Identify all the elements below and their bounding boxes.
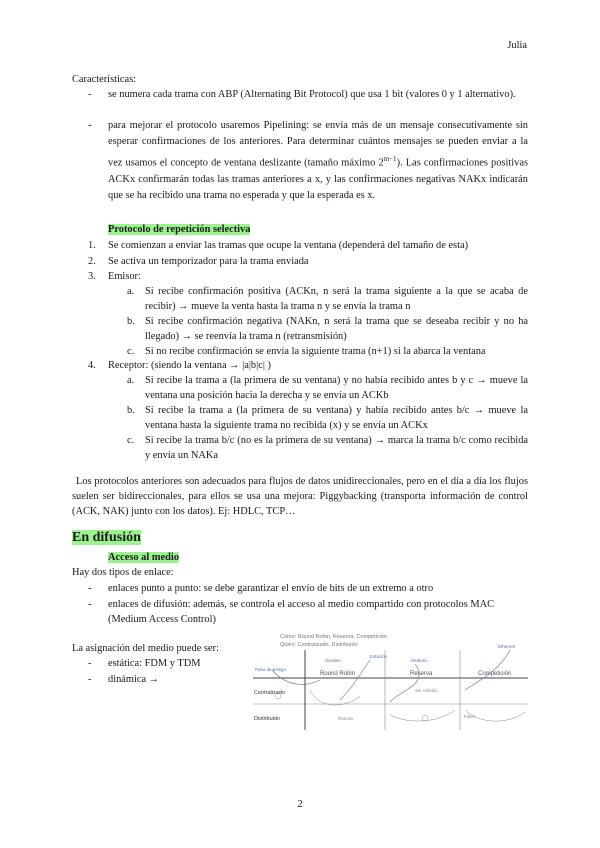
substep-letter: b. <box>127 316 135 327</box>
step-text: Se comienzan a enviar las tramas que ocupe la ventana (dependerá del tamaño de esta) <box>108 240 469 251</box>
enlace-item: enlaces punto a punto: se debe garantizar el envío de bits de un extremo a otro <box>108 583 434 594</box>
diagram-row-label: Centralizado <box>254 690 285 696</box>
substep-letter: a. <box>127 286 135 297</box>
pipelining-text-cont: ). Las confirmaciones positivas ACKx confirmarán todas las tramas anteriores a x, y las confirmaciones negativas NAKx indicarán que se ha recibido una trama no esperada y que la esperada es x. <box>108 157 528 202</box>
diagram-note: Estación <box>370 654 388 659</box>
step-text: Se activa un temporizador para la trama enviada <box>108 256 309 267</box>
step-number: 4. <box>88 360 96 371</box>
substep-text: Si recibe la trama a (la primera de su ventana) y había recibido antes b/c → mueve la ventana hasta la siguiente trama no recibida (x) y se envía un ACKx <box>145 405 528 432</box>
difusion-title: En difusión <box>72 530 141 545</box>
difusion-intro: Hay dos tipos de enlace: <box>72 567 174 578</box>
substep-text: Si recibe confirmación positiva (ACKn, n será la trama siguiente a la que se acaba de recibir) → mueve la venta hasta la trama n y se envía la trama n <box>145 286 528 313</box>
substep-text: Si recibe la trama b/c (no es la primera de su ventana) → marca la trama b/c como recibida y envía un NAKa <box>145 435 528 462</box>
substep-letter: b. <box>127 405 135 416</box>
bullet-dash: - <box>88 658 92 669</box>
acceso-title: Acceso al medio <box>108 552 179 563</box>
header-author: Julia <box>507 40 527 51</box>
asignacion-tipo: dinámica → <box>108 674 160 685</box>
caracteristica-item: se numera cada trama con ABP (Alternating Bit Protocol) que usa 1 bit (valores 0 y 1 alternativo). <box>108 89 516 100</box>
diagram-note: Paso de testigo <box>255 667 287 672</box>
repeticion-title: Protocolo de repetición selectiva <box>108 224 251 235</box>
step-number: 2. <box>88 256 96 267</box>
exponent: m−1 <box>383 154 397 163</box>
substep-text: Si recibe confirmación negativa (NAKn, n será la trama que se deseaba recibir y no ha llegado) → se reenvía la trama n (retransmisión) <box>145 316 528 343</box>
caracteristica-item <box>108 118 528 205</box>
substep-letter: c. <box>127 346 135 357</box>
diagram-column-label: Round Robin <box>320 671 356 677</box>
page-number: 2 <box>297 798 303 810</box>
diagram-legend: Quién: Centralizado, Distribuido <box>280 642 358 648</box>
pipelining-text: para mejorar el protocolo usaremos Pipelining: se envía más de un mensaje consecutivamente sin esperar confirmaciones de los anteriores. Para determinar cuántos mensajes se pueden enviar a la vez usamos el concepto de ventana deslizante (tamaño máximo 2 <box>108 120 528 169</box>
mac-diagram <box>250 630 530 732</box>
bullet-dash: - <box>88 674 92 685</box>
diagram-note: Sondeo <box>325 658 341 663</box>
substep-text: Si recibe la trama a (la primera de su ventana) y no había recibido antes b y c → mueve la ventana una posición hacia la derecha y se envía un ACKb <box>145 375 528 402</box>
substep-text: Si no recibe confirmación se envía la siguiente trama (n+1) si la abarca la ventana <box>145 346 486 357</box>
diagram-legend: Cómo: Round Robin, Reserva, Competición <box>280 634 387 640</box>
diagram-note: Aleatorio <box>410 658 428 663</box>
asignacion-tipo: estática: FDM y TDM <box>108 658 201 669</box>
step-text: Emisor: <box>108 271 141 282</box>
section-difusion <box>72 530 141 546</box>
diagram-note: Ranura <box>338 716 353 721</box>
section-repeticion-title <box>108 222 250 237</box>
section-caracteristicas-title: Características: <box>72 74 137 85</box>
bullet-dash: - <box>88 89 92 100</box>
bullet-dash: - <box>88 583 92 594</box>
diagram-note: Token <box>463 714 476 719</box>
bullet-dash: - <box>88 120 92 131</box>
diagram-note: Ethernet <box>498 644 516 649</box>
diagram-column-label: Reserva <box>410 671 433 677</box>
conclusion-paragraph: Los protocolos anteriores son adecuados para flujos de datos unidireccionales, pero en el día a día los flujos suelen ser bidireccionales, para ellos se usa una mejora: Piggybacking (transporta información de control (ACK, NAK) junto con los datos). Ej: HDLC, TCP… <box>72 476 528 518</box>
step-number: 3. <box>88 271 96 282</box>
diagram-column-label: Competición <box>478 671 512 677</box>
subsection-acceso <box>108 550 179 565</box>
substep-letter: c. <box>127 435 135 446</box>
asignacion-text: La asignación del medio puede ser: <box>72 643 219 654</box>
diagram-row-label: Distribuido <box>254 716 280 722</box>
substep-letter: a. <box>127 375 135 386</box>
step-text: Receptor: (siendo la ventana → |a|b|c| ) <box>108 360 271 371</box>
step-number: 1. <box>88 240 96 251</box>
enlace-item: enlaces de difusión: además, se controla el acceso al medio compartido con protocolos MAC (Medium Access Control) <box>108 599 495 626</box>
bullet-dash: - <box>88 599 92 610</box>
diagram-note: Sin colisión <box>415 688 438 693</box>
